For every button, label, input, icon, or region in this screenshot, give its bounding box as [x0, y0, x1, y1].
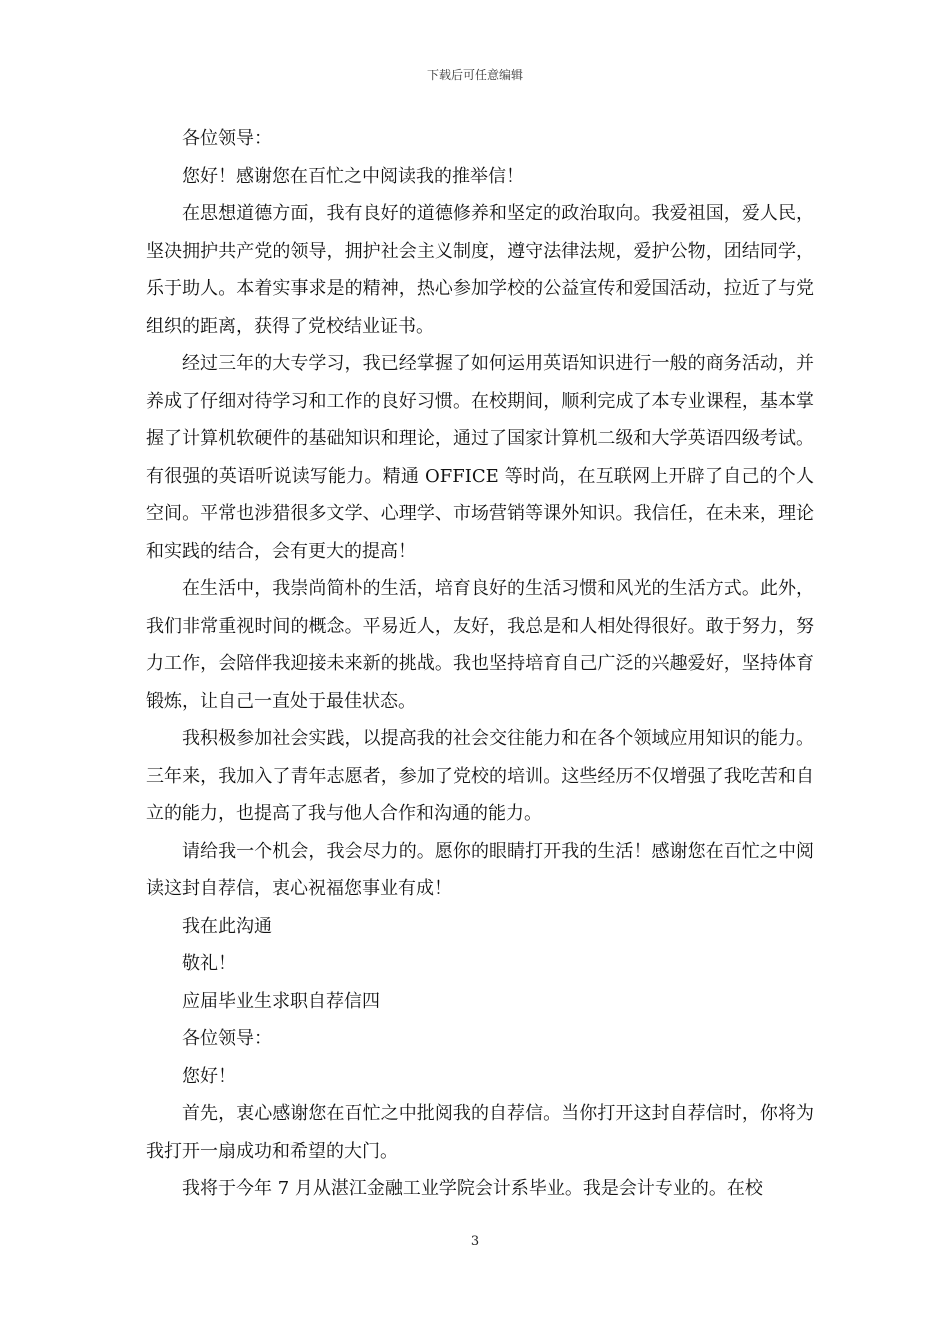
page-header: 下载后可任意编辑 — [426, 68, 523, 82]
page-number: 3 — [470, 1234, 480, 1249]
closing-salute: 敬礼！ — [182, 953, 236, 974]
greeting: 您好！感谢您在百忙之中阅读我的推举信！ — [182, 165, 524, 187]
body-paragraph-life: 在生活中，我崇尚简朴的生活，培育良好的生活习惯和风光的生活方式。此外，我们非常重视时间的概念。平易近人，友好，我总是和人相处得很好。敢于努力，努力工作，会陪伴我迎接未来新的挑战。我也坚持培育自己广泛的兴趣爱好，坚持体育锻炼，让自己一直处于最佳状态。 — [146, 578, 814, 712]
body-paragraph-practice: 我积极参加社会实践，以提高我的社会交往能力和在各个领域应用知识的能力。三年来，我加入了青年志愿者，参加了党校的培训。这些经历不仅增强了我吃苦和自立的能力，也提高了我与他人合作和沟通的能力。 — [146, 728, 814, 824]
document-body — [146, 120, 814, 1208]
salutation-2: 各位领导： — [182, 1028, 272, 1049]
section-title: 应届毕业生求职自荐信四 — [182, 990, 380, 1012]
body-paragraph-morality: 在思想道德方面，我有良好的道德修养和坚定的政治取向。我爱祖国，爱人民，坚决拥护共产党的领导，拥护社会主义制度，遵守法律法规，爱护公物，团结同学，乐于助人。本着实事求是的精神，热心参加学校的公益宣传和爱国活动，拉近了与党组织的距离，获得了党校结业证书。 — [146, 203, 814, 337]
body-paragraph-intro: 首先，衷心感谢您在百忙之中批阅我的自荐信。当你打开这封自荐信时，你将为我打开一扇成功和希望的大门。 — [146, 1103, 814, 1162]
body-paragraph-study: 经过三年的大专学习，我已经掌握了如何运用英语知识进行一般的商务活动，并养成了仔细对待学习和工作的良好习惯。在校期间，顺利完成了本专业课程，基本掌握了计算机软硬件的基础知识和理论，通过了国家计算机二级和大学英语四级考试。有很强的英语听说读写能力。精通 OFFICE 等时尚，在互联网上开辟了自己的个人空间。平常也涉猎很多文学、心理学、市场营销等课外知识。我信任，在未来，理论和实践的结合，会有更大的提高！ — [146, 353, 814, 562]
closing-line: 我在此沟通 — [182, 915, 272, 937]
salutation: 各位领导： — [182, 128, 272, 149]
body-paragraph-graduation: 我将于今年 7 月从湛江金融工业学院会计系毕业。我是会计专业的。在校 — [182, 1178, 763, 1199]
body-paragraph-closing: 请给我一个机会，我会尽力的。愿你的眼睛打开我的生活！感谢您在百忙之中阅读这封自荐信，衷心祝福您事业有成！ — [146, 840, 814, 899]
greeting-2: 您好！ — [182, 1065, 236, 1087]
